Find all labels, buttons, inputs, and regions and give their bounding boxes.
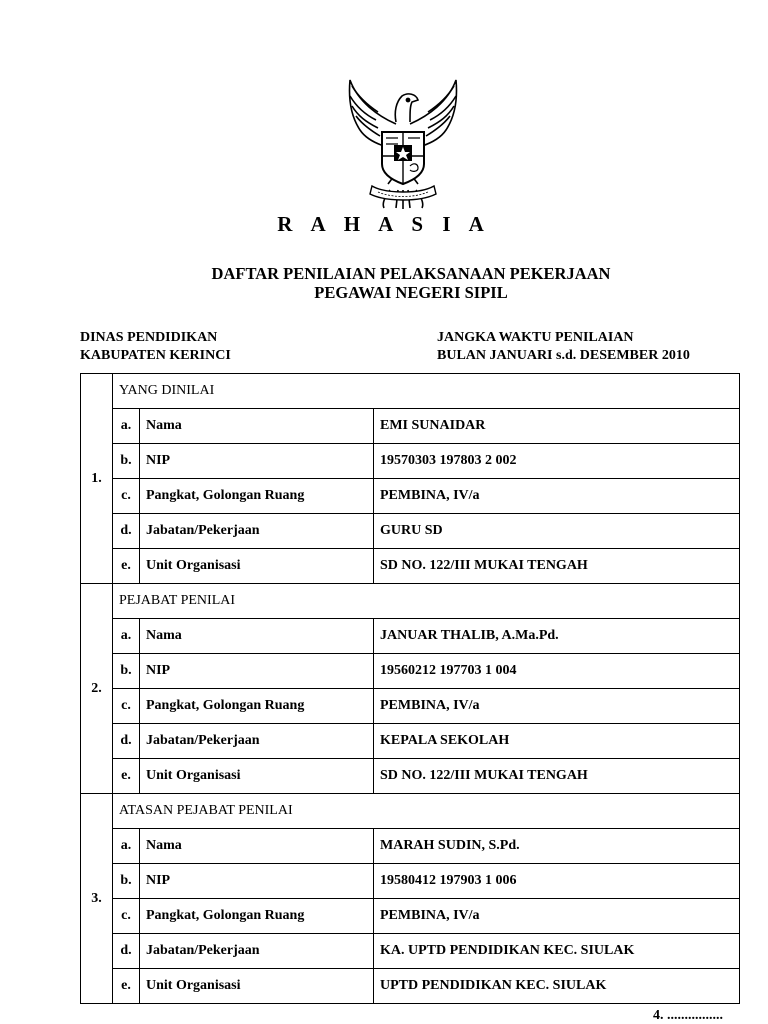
assessment-table <box>80 373 740 1004</box>
field-label: Pangkat, Golongan Ruang <box>140 899 374 934</box>
table-row <box>81 514 740 549</box>
field-label: Nama <box>140 619 374 654</box>
field-value: KA. UPTD PENDIDIKAN KEC. SIULAK <box>374 934 740 969</box>
field-value: 19560212 197703 1 004 <box>374 654 740 689</box>
row-letter: e. <box>113 969 140 1004</box>
row-letter: d. <box>113 724 140 759</box>
title-line-1: DAFTAR PENILAIAN PELAKSANAAN PEKERJAAN <box>211 264 611 283</box>
field-value: UPTD PENDIDIKAN KEC. SIULAK <box>374 969 740 1004</box>
field-label: Unit Organisasi <box>140 969 374 1004</box>
row-letter: c. <box>113 479 140 514</box>
field-value: SD NO. 122/III MUKAI TENGAH <box>374 759 740 794</box>
field-value: 19570303 197803 2 002 <box>374 444 740 479</box>
section-heading-row <box>81 374 740 409</box>
field-label: Jabatan/Pekerjaan <box>140 514 374 549</box>
field-label: Pangkat, Golongan Ruang <box>140 689 374 724</box>
table-row <box>81 759 740 794</box>
field-label: NIP <box>140 864 374 899</box>
table-row <box>81 934 740 969</box>
table-row <box>81 689 740 724</box>
table-row <box>81 444 740 479</box>
section-heading: PEJABAT PENILAI <box>113 584 740 619</box>
period-range: BULAN JANUARI s.d. DESEMBER 2010 <box>437 348 690 363</box>
row-letter: c. <box>113 689 140 724</box>
field-label: Nama <box>140 409 374 444</box>
field-value: PEMBINA, IV/a <box>374 689 740 724</box>
field-label: NIP <box>140 444 374 479</box>
row-letter: e. <box>113 549 140 584</box>
table-row <box>81 409 740 444</box>
section-number: 2. <box>81 584 113 794</box>
table-row <box>81 969 740 1004</box>
table-row <box>81 549 740 584</box>
section-heading: YANG DINILAI <box>113 374 740 409</box>
row-letter: a. <box>113 619 140 654</box>
section-heading-row <box>81 794 740 829</box>
field-value: 19580412 197903 1 006 <box>374 864 740 899</box>
next-page-marker: 4. ................ <box>653 1008 723 1023</box>
row-letter: a. <box>113 829 140 864</box>
field-value: MARAH SUDIN, S.Pd. <box>374 829 740 864</box>
field-label: NIP <box>140 654 374 689</box>
field-label: Jabatan/Pekerjaan <box>140 934 374 969</box>
agency-name: DINAS PENDIDIKAN <box>80 330 218 345</box>
field-label: Unit Organisasi <box>140 549 374 584</box>
field-value: PEMBINA, IV/a <box>374 479 740 514</box>
row-letter: d. <box>113 934 140 969</box>
section-heading: ATASAN PEJABAT PENILAI <box>113 794 740 829</box>
title-line-2: PEGAWAI NEGERI SIPIL <box>314 283 508 302</box>
table-row <box>81 899 740 934</box>
field-value: PEMBINA, IV/a <box>374 899 740 934</box>
field-label: Unit Organisasi <box>140 759 374 794</box>
field-value: JANUAR THALIB, A.Ma.Pd. <box>374 619 740 654</box>
row-letter: a. <box>113 409 140 444</box>
row-letter: b. <box>113 444 140 479</box>
agency-region: KABUPATEN KERINCI <box>80 348 231 363</box>
field-value: KEPALA SEKOLAH <box>374 724 740 759</box>
row-letter: e. <box>113 759 140 794</box>
section-number: 1. <box>81 374 113 584</box>
row-letter: c. <box>113 899 140 934</box>
document-title <box>0 264 768 302</box>
field-value: GURU SD <box>374 514 740 549</box>
classification-label: R A H A S I A <box>277 212 491 236</box>
table-row <box>81 724 740 759</box>
table-row <box>81 619 740 654</box>
garuda-pancasila-emblem-icon <box>338 72 468 212</box>
row-letter: b. <box>113 654 140 689</box>
period-header <box>437 329 690 365</box>
agency-header <box>80 329 231 365</box>
table-row <box>81 654 740 689</box>
table-row <box>81 829 740 864</box>
field-label: Jabatan/Pekerjaan <box>140 724 374 759</box>
field-value: EMI SUNAIDAR <box>374 409 740 444</box>
row-letter: d. <box>113 514 140 549</box>
table-row <box>81 864 740 899</box>
field-label: Pangkat, Golongan Ruang <box>140 479 374 514</box>
period-label: JANGKA WAKTU PENILAIAN <box>437 330 634 345</box>
field-label: Nama <box>140 829 374 864</box>
section-number: 3. <box>81 794 113 1004</box>
table-row <box>81 479 740 514</box>
field-value: SD NO. 122/III MUKAI TENGAH <box>374 549 740 584</box>
section-heading-row <box>81 584 740 619</box>
row-letter: b. <box>113 864 140 899</box>
